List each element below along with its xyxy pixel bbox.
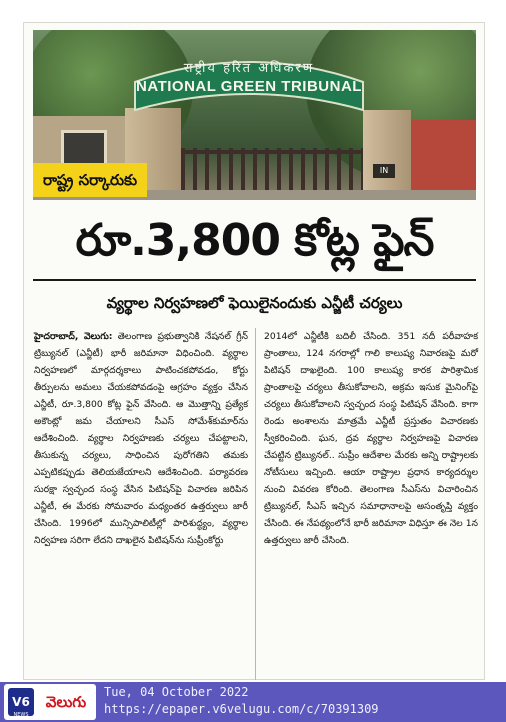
column-divider — [255, 328, 256, 680]
column-right-text: 2014లో ఎన్జీటీకి బదిలీ చేసింది. 351 నదీ పరీవాహక ప్రాంతాలు, 124 నగరాల్లో గాలి కాలుష్య నివారణపై మరో పిటిషన్ దాఖలైంది. 100 కాలుష్య కారక పారిశ్రామిక ప్రాంతాలపై చర్యలు తీసుకోవాలని, అక్రమ ఇసుక మైనింగ్‌పై చర్యలు తీసుకోవాలని స్వచ్ఛంద సంస్థ పిటిషన్ వేసింది. కాగా రెండు అంశాలను మాత్రమే ఎన్జీటీ ప్రస్తుతం విచారణకు స్వీకరించింది. ఘన, ద్రవ వ్యర్థాల నిర్వహణపై విచారణ చేపట్టిన ట్రిబ్యునల్.. సుప్రీం ఆదేశాల మేరకు అన్ని రాష్ట్రాలకు నోటీసులు ఇచ్చింది. ఆయా రాష్ట్రాల ప్రధాన కార్యదర్శుల నుంచి వివరణ కోరింది. తెలంగాణ సీఎస్‌ను విచారించిన ట్రిబ్యునల్, సీఎస్ ఇచ్చిన సమాధానాలపై అసంతృప్తి వ్యక్తం చేసింది. ఈ నేపథ్యంలోనే భారీ జరిమానా విధిస్తూ ఈ నెల 1న ఉత్తర్వులు జారీ చేసింది. — [264, 331, 478, 546]
sign-english-text: NATIONAL GREEN TRIBUNAL — [136, 78, 362, 95]
tribunal-sign — [129, 48, 369, 118]
dateline: హైదరాబాద్, వెలుగు: — [34, 331, 113, 342]
article-column-right — [264, 328, 478, 549]
article-column-left — [34, 328, 248, 549]
sign-hindi-text: राष्ट्रीय हरित अधिकरण — [183, 61, 315, 76]
v6-logo-sub: NEWS — [13, 712, 29, 718]
headline-rule — [33, 279, 476, 281]
gate-pillar-right — [363, 110, 411, 200]
kicker-label: రాష్ట్ర సర్కారుకు — [33, 163, 147, 197]
edition-date: Tue, 04 October 2022 — [104, 685, 249, 699]
gate-plate: IN — [373, 164, 395, 178]
subheadline: వ్యర్థాల నిర్వహణలో ఫెయిలైనందుకు ఎన్జీటీ చర్యలు — [106, 294, 403, 312]
building-wall-right — [401, 120, 476, 200]
headline: రూ.3,800 కోట్ల ఫైన్ — [75, 215, 434, 266]
velugu-logo-text: వెలుగు — [45, 693, 87, 711]
v6-logo-icon: V6 — [8, 688, 34, 716]
column-left-text: తెలంగాణ ప్రభుత్వానికి నేషనల్ గ్రీన్ ట్రిబ్యునల్ (ఎన్జీటీ) భారీ జరిమానా విధించింది. వ్యర్థాల నిర్వహణలో మార్గదర్శకాలు పాటించకపోవడం, కోర్టు తీర్పులను అమలు చేయకపోవడంపై ఆగ్రహం వ్యక్తం చేసిన ఎన్జీటీ, రూ.3,800 కోట్ల ఫైన్ వేసింది. ఆ మొత్తాన్ని ప్రత్యేక అకౌంట్లో జమ చేయాలని సీఎస్ సోమేశ్‌కుమార్‌ను ఆదేశించింది. వ్యర్థాల నిర్వహణకు చర్యలు చేపట్టాలని, తీసుకున్న చర్యలు, సాధించిన పురోగతిని తమకు ఎప్పటికప్పుడు తెలియజేయాలని ఆదేశించింది. పర్యావరణ సురక్షా స్వచ్ఛంద సంస్థ వేసిన పిటిషన్‌పై విచారణ జరిపిన ఎన్జీటీ, ఈ మేరకు సోమవారం మధ్యంతర ఉత్తర్వులు జారీ చేసింది. 1996లో మున్సిపాలిటీల్లో పారిశుద్ధ్యం, వ్యర్థాల నిర్వహణ సరిగా లేదని దాఖలైన పిటిషన్‌ను సుప్రీంకోర్టు — [34, 331, 248, 546]
epaper-url-link[interactable]: https://epaper.v6velugu.com/c/70391309 — [104, 702, 379, 716]
